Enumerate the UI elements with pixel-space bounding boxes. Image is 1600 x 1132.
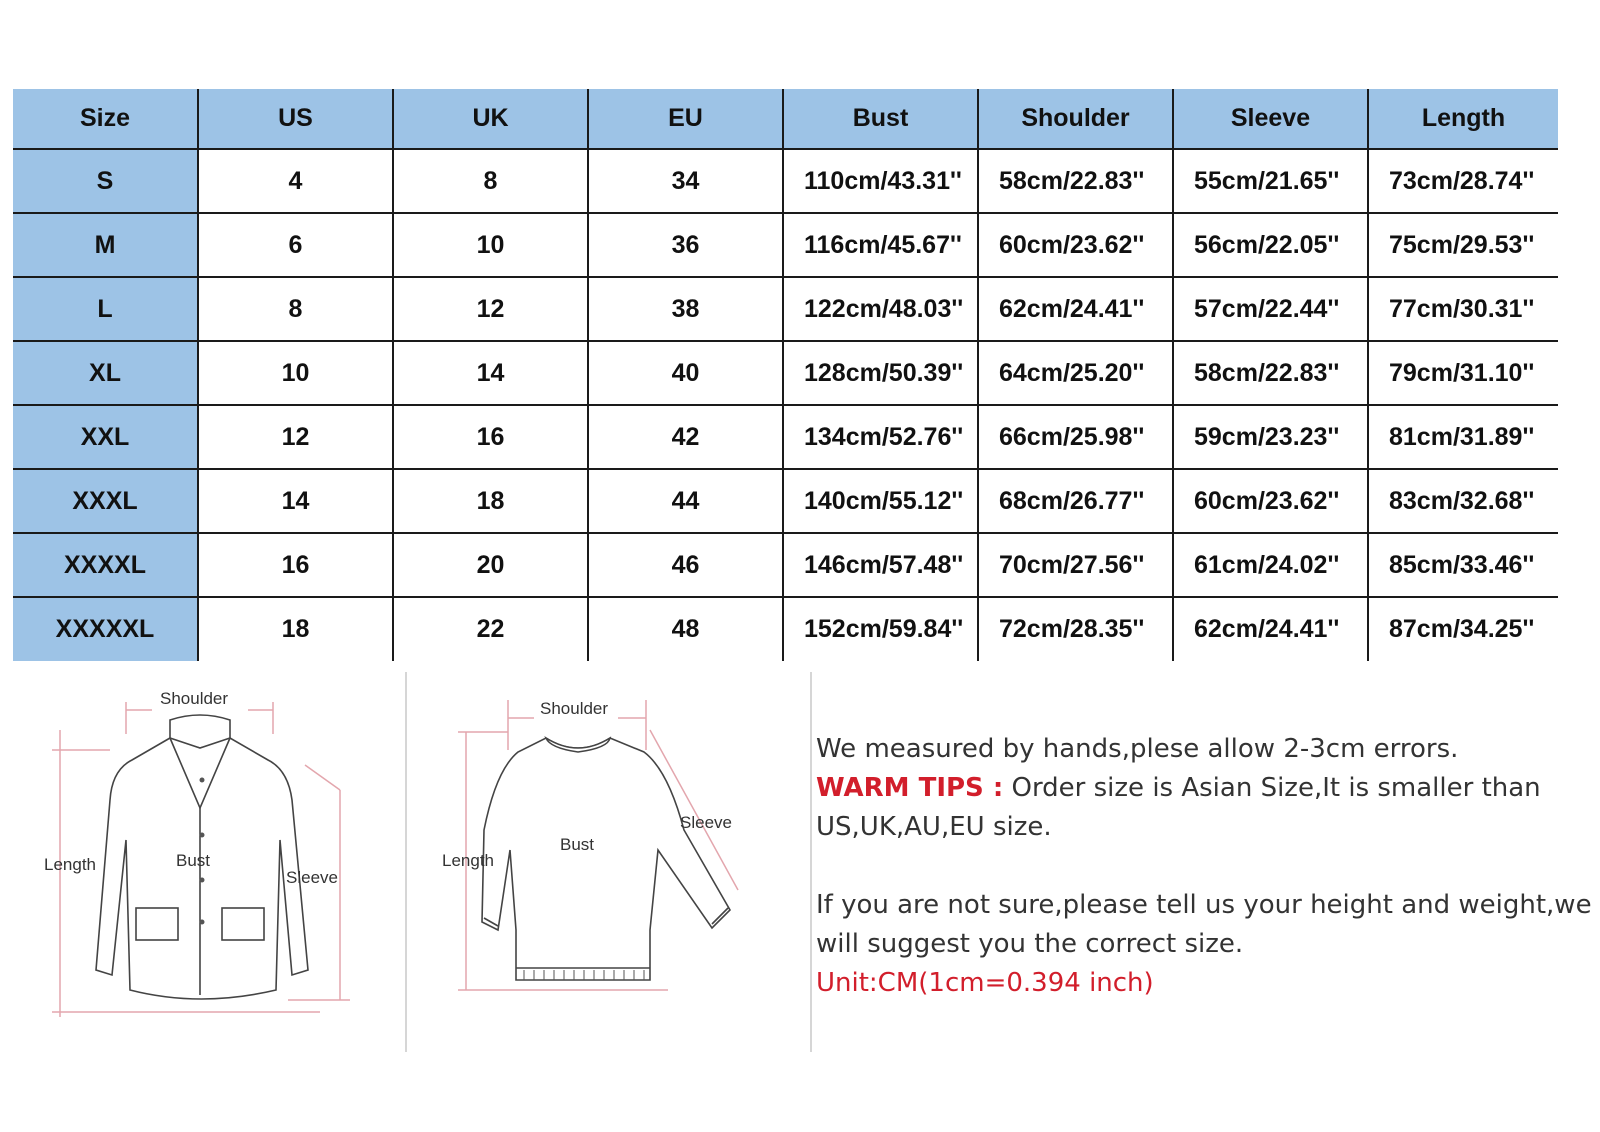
uk-size: 8 (393, 149, 588, 213)
shoulder-value: 68cm/26.77'' (978, 469, 1173, 533)
warm-tips (816, 769, 1596, 847)
eu-size: 34 (588, 149, 783, 213)
size-label: XXL (13, 405, 198, 469)
table-row (13, 533, 1558, 597)
size-label: XXXXL (13, 533, 198, 597)
jacket-shoulder-label: Shoulder (160, 690, 229, 708)
contact-note: If you are not sure,please tell us your height and weight,we will suggest you the correct size. (816, 890, 1592, 959)
bust-value: 152cm/59.84'' (783, 597, 978, 661)
us-size: 14 (198, 469, 393, 533)
sweater-sleeve-label: Sleeve (680, 813, 732, 832)
header-shoulder: Shoulder (978, 89, 1173, 149)
length-value: 75cm/29.53'' (1368, 213, 1558, 277)
table-row (13, 341, 1558, 405)
sleeve-value: 59cm/23.23'' (1173, 405, 1368, 469)
header-length: Length (1368, 89, 1558, 149)
warm-tips-label: WARM TIPS : (816, 773, 1004, 803)
header-size: Size (13, 89, 198, 149)
section-divider (810, 672, 812, 1052)
eu-size: 48 (588, 597, 783, 661)
bust-value: 110cm/43.31'' (783, 149, 978, 213)
uk-size: 12 (393, 277, 588, 341)
uk-size: 18 (393, 469, 588, 533)
header-bust: Bust (783, 89, 978, 149)
jacket-length-label: Length (44, 855, 96, 874)
size-label: S (13, 149, 198, 213)
sweater-measurement-diagram (438, 690, 783, 1035)
shoulder-value: 72cm/28.35'' (978, 597, 1173, 661)
us-size: 10 (198, 341, 393, 405)
bust-value: 122cm/48.03'' (783, 277, 978, 341)
length-value: 83cm/32.68'' (1368, 469, 1558, 533)
us-size: 6 (198, 213, 393, 277)
table-row (13, 597, 1558, 661)
eu-size: 40 (588, 341, 783, 405)
us-size: 8 (198, 277, 393, 341)
shoulder-value: 66cm/25.98'' (978, 405, 1173, 469)
header-eu: EU (588, 89, 783, 149)
sleeve-value: 60cm/23.62'' (1173, 469, 1368, 533)
sweater-length-label: Length (442, 851, 494, 870)
table-row (13, 213, 1558, 277)
size-tips (816, 730, 1596, 1003)
jacket-measurement-diagram (30, 690, 375, 1035)
uk-size: 10 (393, 213, 588, 277)
shoulder-value: 60cm/23.62'' (978, 213, 1173, 277)
length-value: 81cm/31.89'' (1368, 405, 1558, 469)
length-value: 85cm/33.46'' (1368, 533, 1558, 597)
bust-value: 140cm/55.12'' (783, 469, 978, 533)
us-size: 12 (198, 405, 393, 469)
size-chart-table (13, 89, 1558, 661)
bust-value: 116cm/45.67'' (783, 213, 978, 277)
bust-value: 146cm/57.48'' (783, 533, 978, 597)
length-value: 87cm/34.25'' (1368, 597, 1558, 661)
uk-size: 22 (393, 597, 588, 661)
sleeve-value: 58cm/22.83'' (1173, 341, 1368, 405)
shoulder-value: 58cm/22.83'' (978, 149, 1173, 213)
eu-size: 44 (588, 469, 783, 533)
jacket-sleeve-label: Sleeve (286, 868, 338, 887)
warm-tips-text: Order size is Asian Size,It is smaller than US,UK,AU,EU size. (816, 773, 1541, 842)
size-label: M (13, 213, 198, 277)
header-uk: UK (393, 89, 588, 149)
shoulder-value: 64cm/25.20'' (978, 341, 1173, 405)
sleeve-value: 61cm/24.02'' (1173, 533, 1368, 597)
eu-size: 46 (588, 533, 783, 597)
uk-size: 20 (393, 533, 588, 597)
table-row (13, 405, 1558, 469)
section-divider (405, 672, 407, 1052)
shoulder-value: 62cm/24.41'' (978, 277, 1173, 341)
table-header-row (13, 89, 1558, 149)
measurement-note: We measured by hands,plese allow 2-3cm errors. (816, 734, 1459, 764)
sweater-bust-label: Bust (560, 835, 595, 854)
bust-value: 134cm/52.76'' (783, 405, 978, 469)
table-row (13, 277, 1558, 341)
length-value: 79cm/31.10'' (1368, 341, 1558, 405)
table-row (13, 149, 1558, 213)
length-value: 77cm/30.31'' (1368, 277, 1558, 341)
jacket-bust-label: Bust (176, 851, 211, 870)
sleeve-value: 56cm/22.05'' (1173, 213, 1368, 277)
shoulder-value: 70cm/27.56'' (978, 533, 1173, 597)
size-label: XXXL (13, 469, 198, 533)
sleeve-value: 57cm/22.44'' (1173, 277, 1368, 341)
us-size: 16 (198, 533, 393, 597)
table-row (13, 469, 1558, 533)
length-value: 73cm/28.74'' (1368, 149, 1558, 213)
size-label: L (13, 277, 198, 341)
eu-size: 38 (588, 277, 783, 341)
uk-size: 16 (393, 405, 588, 469)
sleeve-value: 62cm/24.41'' (1173, 597, 1368, 661)
eu-size: 42 (588, 405, 783, 469)
bust-value: 128cm/50.39'' (783, 341, 978, 405)
size-label: XL (13, 341, 198, 405)
sleeve-value: 55cm/21.65'' (1173, 149, 1368, 213)
header-us: US (198, 89, 393, 149)
header-sleeve: Sleeve (1173, 89, 1368, 149)
eu-size: 36 (588, 213, 783, 277)
us-size: 4 (198, 149, 393, 213)
size-label: XXXXXL (13, 597, 198, 661)
unit-note: Unit:CM(1cm=0.394 inch) (816, 968, 1154, 998)
sweater-shoulder-label: Shoulder (540, 699, 609, 718)
us-size: 18 (198, 597, 393, 661)
uk-size: 14 (393, 341, 588, 405)
